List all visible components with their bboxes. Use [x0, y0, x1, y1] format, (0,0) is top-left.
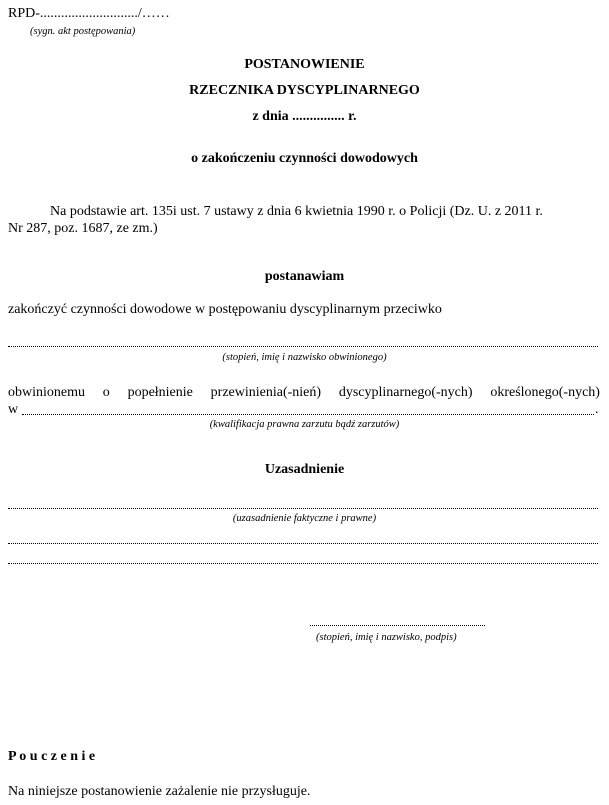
signature-caption: (stopień, imię i nazwisko, podpis): [316, 632, 457, 643]
justification-fill-line: [8, 508, 598, 509]
document-title-issuer: RZECZNIKA DYSCYPLINARNEGO: [189, 83, 420, 98]
charge-word: dyscyplinarnego(-nych): [338, 385, 473, 400]
case-number-caption: (sygn. akt postępowania): [30, 26, 136, 37]
justification-caption: (uzasadnienie faktyczne i prawne): [232, 513, 377, 524]
charge-fill-line: [22, 414, 594, 415]
charge-w-prefix: w: [8, 402, 19, 417]
case-number: RPD-............................/……: [8, 6, 170, 21]
charge-word: określonego(-nych): [490, 385, 600, 400]
justification-fill-line: [8, 563, 598, 564]
document-subject: o zakończeniu czynności dowodowych: [191, 151, 418, 166]
charge-caption: (kwalifikacja prawna zarzutu bądź zarzutów): [209, 419, 400, 430]
charge-word: o: [102, 385, 110, 400]
signature-fill-line: [310, 625, 485, 626]
instruction-text: Na niniejsze postanowienie zażalenie nie przysługuje.: [8, 784, 311, 799]
justification-fill-line: [8, 543, 598, 544]
charge-word: przewinienia(-nień): [210, 385, 322, 400]
legal-basis-line2: Nr 287, poz. 1687, ze zm.): [8, 221, 158, 236]
legal-basis-line1: Na podstawie art. 135i ust. 7 ustawy z dnia 6 kwietnia 1990 r. o Policji (Dz. U. z 2011 r.: [50, 204, 543, 219]
accused-fill-line: [8, 346, 598, 347]
charge-word: obwinionemu: [8, 385, 85, 400]
justification-heading: Uzasadnienie: [264, 462, 345, 477]
charge-line: [8, 385, 600, 401]
decision-text: zakończyć czynności dowodowe w postępowaniu dyscyplinarnym przeciwko: [8, 302, 442, 317]
decision-heading: postanawiam: [264, 269, 345, 284]
document-title: POSTANOWIENIE: [244, 57, 365, 72]
charge-word: popełnienie: [127, 385, 193, 400]
accused-caption: (stopień, imię i nazwisko obwinionego): [222, 352, 387, 363]
charge-w-suffix: .: [595, 402, 599, 417]
instruction-heading: P o u c z e n i e: [8, 749, 96, 764]
document-date: z dnia ............... r.: [252, 109, 357, 124]
